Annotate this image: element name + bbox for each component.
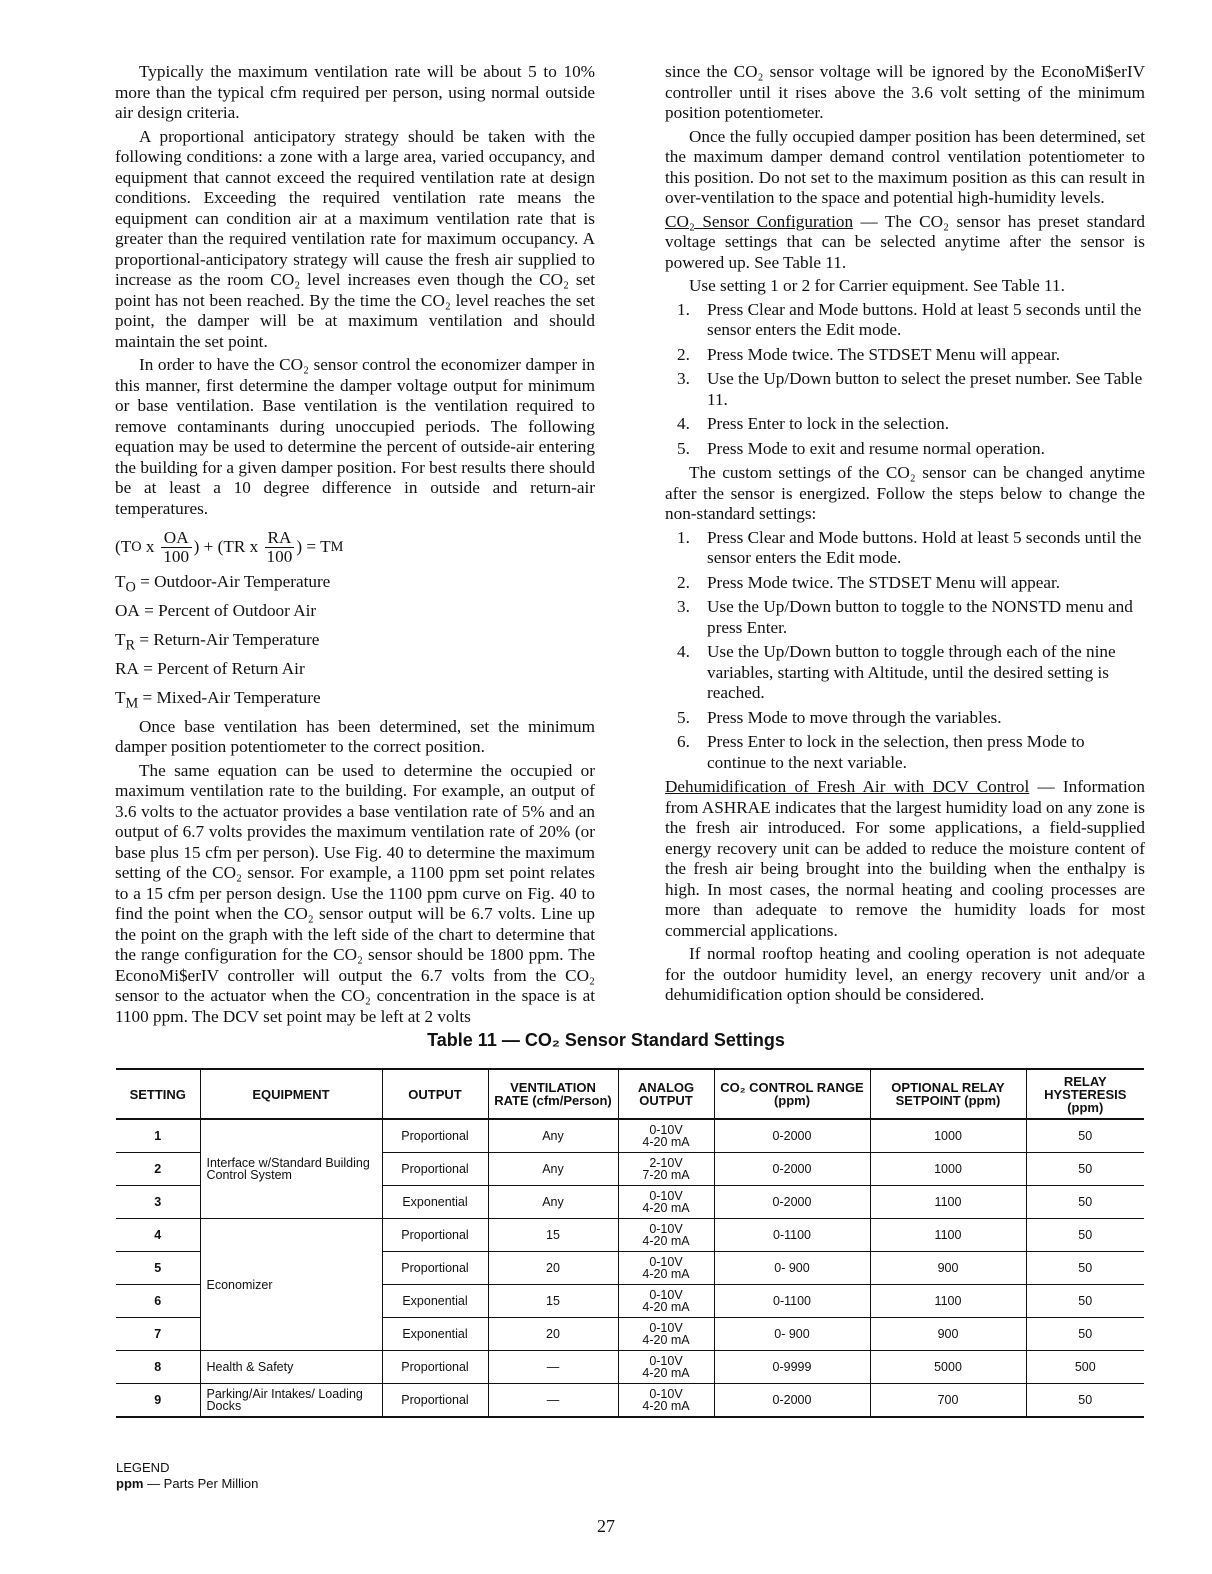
list-item: 3. Use the Up/Down button to toggle to the NONSTD menu and press Enter.	[677, 597, 1133, 637]
list-item: 5. Press Mode to move through the variables.	[677, 707, 1002, 727]
definition: OA = Percent of Outdoor Air	[115, 600, 317, 620]
section-co2-sensor-configuration: CO₂ Sensor Configuration — The CO₂ sensor has preset standard voltage settings that can be selected anytime after the sensor is powered up. See Table 11.	[665, 211, 1145, 272]
paragraph: If normal rooftop heating and cooling operation is not adequate for the outdoor humidity level, an energy recovery unit and/or a dehumidification option should be considered.	[665, 944, 1145, 1004]
list-item: 5. Press Mode to exit and resume normal operation.	[677, 438, 1045, 458]
paragraph: Typically the maximum ventilation rate will be about 5 to 10% more than the typical cfm required per person, using normal outside air design criteria.	[115, 62, 595, 122]
section-heading: Dehumidification of Fresh Air with DCV Control	[665, 777, 1030, 796]
paragraph: since the CO₂ sensor voltage will be ignored by the EconoMi$erIV controller until it rises above the 3.6 volt setting of the minimum position potentiometer.	[665, 62, 1145, 122]
column-header: OPTIONAL RELAY SETPOINT (ppm)	[870, 1069, 1026, 1119]
list-item: 2. Press Mode twice. The STDSET Menu will appear.	[677, 572, 1061, 592]
equipment-cell: Parking/Air Intakes/ Loading Docks	[200, 1384, 382, 1418]
definition: $T_R$ = Return-Air Temperature	[115, 629, 320, 654]
column-header: OUTPUT	[382, 1069, 488, 1119]
list-item: 1. Press Clear and Mode buttons. Hold at least 5 seconds until the sensor enters the Edit mode.	[677, 527, 1142, 567]
legend-entry: ppm — Parts Per Million	[116, 1476, 259, 1491]
equipment-cell: Economizer	[200, 1219, 382, 1351]
standard-settings-steps	[665, 300, 1145, 460]
left-column	[115, 62, 595, 1030]
column-header: RELAY HYSTERESIS (ppm)	[1026, 1069, 1144, 1119]
definition: $T_M$ = Mixed-Air Temperature	[115, 687, 321, 712]
table-row: 7 Exponential 20 0-10V 4-20 mA 0- 900 900 50	[116, 1318, 1144, 1351]
table-row: 2 Proportional Any 2-10V 7-20 mA 0-2000 1000 50	[116, 1153, 1144, 1186]
page-number: 27	[597, 1516, 615, 1536]
list-item: 1. Press Clear and Mode buttons. Hold at least 5 seconds until the sensor enters the Edit mode.	[677, 299, 1142, 339]
column-header: VENTILATION RATE (cfm/Person)	[488, 1069, 618, 1119]
column-header: CO₂ CONTROL RANGE (ppm)	[714, 1069, 870, 1119]
definition: RA = Percent of Return Air	[115, 658, 305, 678]
list-item: 4. Use the Up/Down button to toggle through each of the nine variables, starting with Altitude, until the desired setting is reached.	[677, 642, 1116, 702]
paragraph: A proportional anticipatory strategy should be taken with the following conditions: a zone with a large area, varied occupancy, and equipment that cannot exceed the required ventilation rate at design conditions. Exceeding the required ventilation rate means the equipment can condition air at a maximum ventilation rate that is greater than the required ventilation rate for maximum occupancy. A proportional-anticipatory strategy will cause the fresh air supplied to increase as the room CO₂ level increases even though the CO₂ set point has not been reached. By the time the CO₂ level reaches the set point, the damper will be at maximum ventilation and should maintain the set point.	[115, 126, 595, 351]
table-row: 5 Proportional 20 0-10V 4-20 mA 0- 900 900 50	[116, 1252, 1144, 1285]
paragraph: Once the fully occupied damper position has been determined, set the maximum damper demand control ventilation potentiometer to this position. Do not set to the maximum position as this can result in over-ventilation to the space and potential high-humidity levels.	[665, 126, 1145, 207]
right-column	[665, 62, 1145, 1009]
table-row: 9 Parking/Air Intakes/ Loading Docks Proportional — 0-10V 4-20 mA 0-2000 700 50	[116, 1384, 1144, 1418]
table-row: 8 Health & Safety Proportional — 0-10V 4-20 mA 0-9999 5000 500	[116, 1351, 1144, 1384]
paragraph: The same equation can be used to determine the occupied or maximum ventilation rate to the building. For example, an output of 3.6 volts to the actuator provides a base ventilation rate of 5% and an output of 6.7 volts provides the maximum ventilation rate of 20% (or base plus 15 cfm per person). Use Fig. 40 to determine the maximum setting of the CO₂ sensor. For example, a 1100 ppm set point relates to a 15 cfm per person design. Use the 1100 ppm curve on Fig. 40 to find the point when the CO₂ sensor output will be 6.7 volts. Line up the point on the graph with the left side of the chart to determine that the range configuration for the CO₂ sensor should be 1800 ppm. The EconoMi$erIV controller will output the 6.7 volts from the CO₂ sensor to the actuator when the CO₂ concentration in the space is at 1100 ppm. The DCV set point may be left at 2 volts	[115, 760, 595, 1026]
paragraph: The custom settings of the CO₂ sensor can be changed anytime after the sensor is energized. Follow the steps below to change the non-standard settings:	[665, 463, 1145, 523]
custom-settings-steps	[665, 528, 1145, 774]
fraction: $\frac{OA}{100}$	[161, 529, 192, 566]
paragraph: Once base ventilation has been determined, set the minimum damper position potentiometer to the correct position.	[115, 716, 595, 757]
list-item: 3. Use the Up/Down button to select the preset number. See Table 11.	[677, 369, 1143, 409]
definition: $T_O$ = Outdoor-Air Temperature	[115, 572, 331, 596]
column-header: ANALOG OUTPUT	[618, 1069, 714, 1119]
co2-settings-table	[116, 1068, 1144, 1418]
paragraph: Use setting 1 or 2 for Carrier equipment. See Table 11.	[689, 276, 1065, 295]
equipment-cell: Health & Safety	[200, 1351, 382, 1384]
section-heading: CO₂ Sensor Configuration	[665, 211, 854, 231]
table-row: 6 Exponential 15 0-10V 4-20 mA 0-1100 1100 50	[116, 1285, 1144, 1318]
table-row: 4 Economizer Proportional 15 0-10V 4-20 mA 0-1100 1100 50	[116, 1219, 1144, 1252]
table-row: 3 Exponential Any 0-10V 4-20 mA 0-2000 1100 50	[116, 1186, 1144, 1219]
column-header: SETTING	[116, 1069, 200, 1119]
list-item: 2. Press Mode twice. The STDSET Menu will appear.	[677, 344, 1061, 364]
column-header: EQUIPMENT	[200, 1069, 382, 1119]
list-item: 6. Press Enter to lock in the selection, then press Mode to continue to the next variable.	[677, 732, 1085, 772]
list-item: 4. Press Enter to lock in the selection.	[677, 414, 950, 433]
table-row: 1 Interface w/Standard Building Control System Proportional Any 0-10V 4-20 mA 0-2000 1000 50	[116, 1119, 1144, 1153]
table-header-row	[116, 1069, 1144, 1119]
fraction: $\frac{RA}{100}$	[265, 529, 295, 566]
table-title: Table 11 — CO₂ Sensor Standard Settings	[427, 1030, 785, 1050]
equipment-cell: Interface w/Standard Building Control System	[200, 1119, 382, 1219]
mixed-air-equation: (T O x $\frac{OA}{100}$ ) + (TR x $\frac{RA}{100}$ ) = T M	[115, 528, 344, 566]
paragraph: In order to have the CO₂ sensor control the economizer damper in this manner, first determine the damper voltage output for minimum or base ventilation. Base ventilation is the ventilation required to remove contaminants during unoccupied periods. The following equation may be used to determine the percent of outside-air entering the building for a given damper position. For best results there should be at least a 10 degree difference in outside and return-air temperatures.	[115, 355, 595, 518]
legend-title: LEGEND	[116, 1460, 170, 1475]
section-dehumidification: Dehumidification of Fresh Air with DCV Control — Information from ASHRAE indicates that the largest humidity load on any zone is the fresh air introduced. For some applications, a field-supplied energy recovery unit can be added to reduce the moisture content of the fresh air being brought into the building when the enthalpy is high. In most cases, the normal heating and cooling processes are more than adequate to remove the humidity loads for most commercial applications.	[665, 777, 1145, 940]
